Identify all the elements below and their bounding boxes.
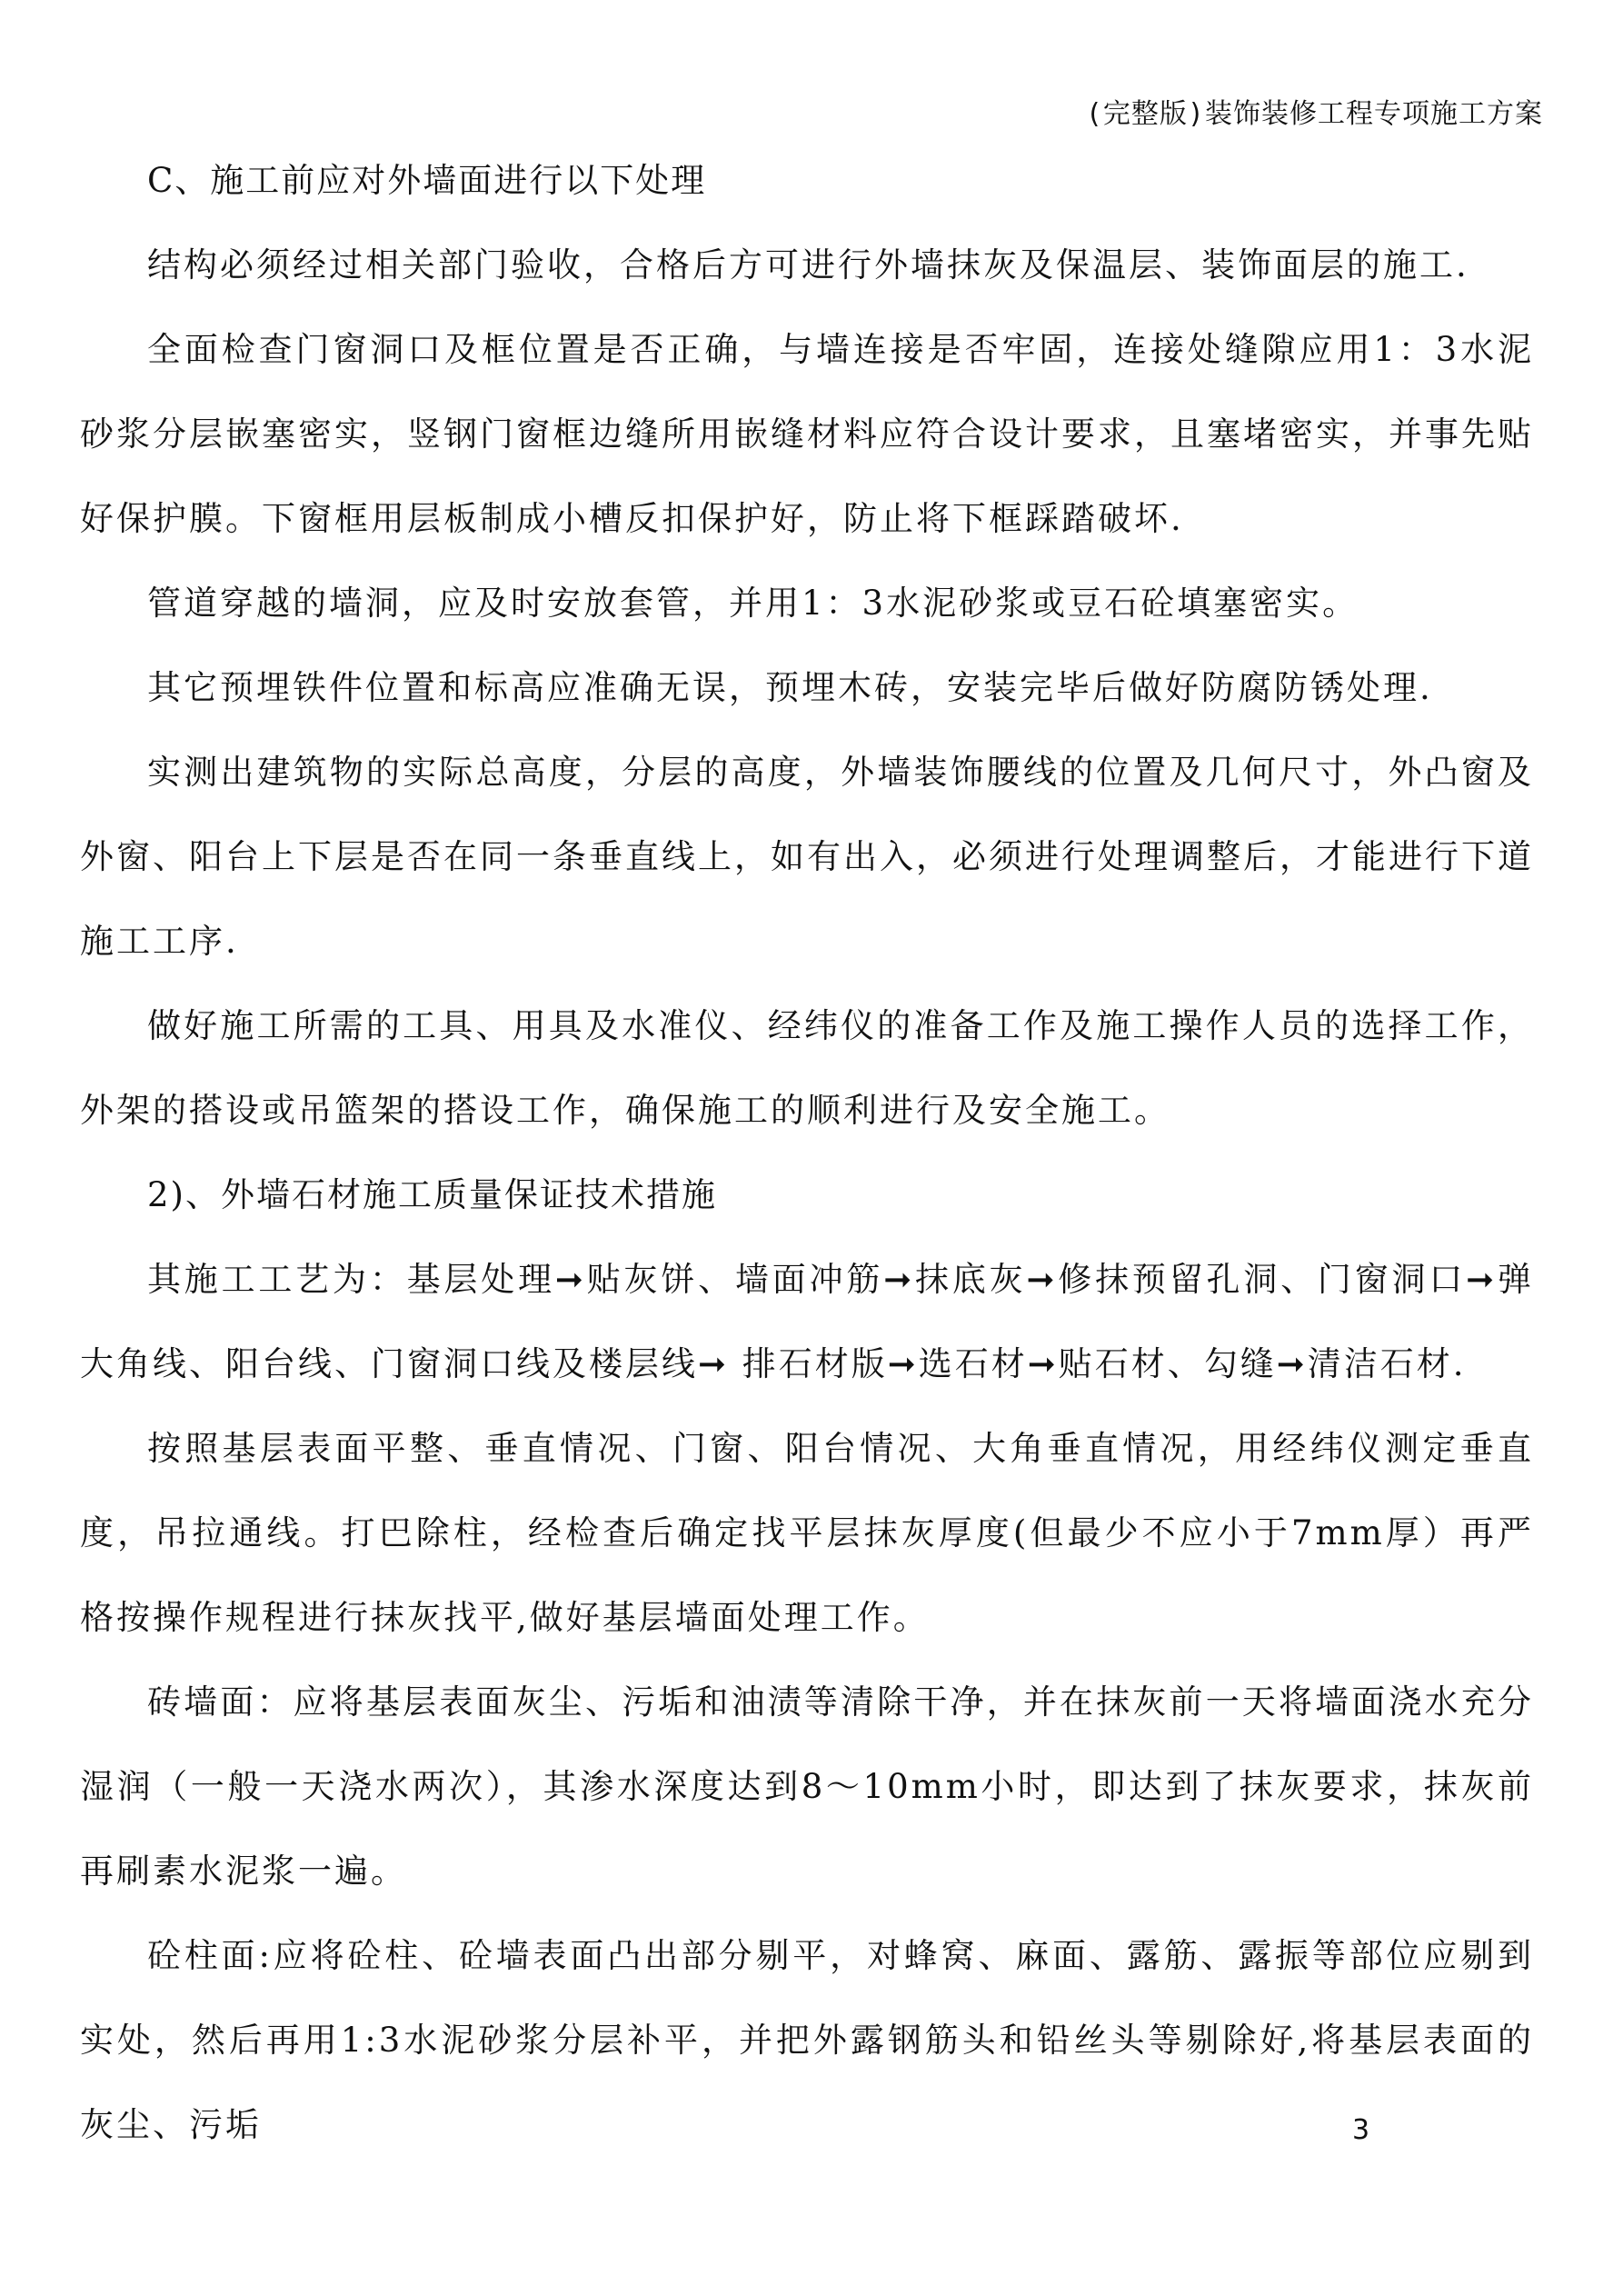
document-header-title: (完整版)装饰装修工程专项施工方案	[1085, 98, 1543, 130]
paragraph-door-window-check: 全面检查门窗洞口及框位置是否正确，与墙连接是否牢固，连接处缝隙应用1：3水泥砂浆分层嵌塞密实，竖钢门窗框边缝所用嵌缝材料应符合设计要求，且塞堵密实，并事先贴好保护膜。下窗框用层板制成小槽反扣保护好，防止将下框踩踏破坏.	[80, 330, 1534, 538]
paragraph-embedded-parts: 其它预埋铁件位置和标高应准确无误，预埋木砖，安装完毕后做好防腐防锈处理.	[147, 668, 1433, 707]
paragraph-concrete-column: 砼柱面:应将砼柱、砼墙表面凸出部分剔平，对蜂窝、麻面、露筋、露振等部位应剔到实处，然后再用1:3水泥砂浆分层补平，并把外露钢筋头和铅丝头等剔除好,将基层表面的灰尘、污垢	[80, 1936, 1534, 2144]
paragraph-measurement: 实测出建筑物的实际总高度，分层的高度，外墙装饰腰线的位置及几何尺寸，外凸窗及外窗、阳台上下层是否在同一条垂直线上，如有出入，必须进行处理调整后，才能进行下道施工工序.	[80, 753, 1534, 961]
document-body	[80, 138, 1534, 2167]
paragraph-structure-acceptance: 结构必须经过相关部门验收，合格后方可进行外墙抹灰及保温层、装饰面层的施工.	[147, 245, 1469, 285]
paragraph-tools-preparation: 做好施工所需的工具、用具及水准仪、经纬仪的准备工作及施工操作人员的选择工作，外架的搭设或吊篮架的搭设工作，确保施工的顺利进行及安全施工。	[80, 1006, 1534, 1130]
paragraph-pipe-sleeve: 管道穿越的墙洞，应及时安放套管，并用1：3水泥砂浆或豆石砼填塞密实。	[147, 584, 1359, 623]
section-heading-2: 2)、外墙石材施工质量保证技术措施	[147, 1175, 717, 1214]
paragraph-brick-wall: 砖墙面：应将基层表面灰尘、污垢和油渍等清除干净，并在抹灰前一天将墙面浇水充分湿润（一般一天浇水两次），其渗水深度达到8～10mm小时，即达到了抹灰要求，抹灰前再刷素水泥浆一遍。	[80, 1682, 1534, 1891]
paragraph-leveling: 按照基层表面平整、垂直情况、门窗、阳台情况、大角垂直情况，用经纬仪测定垂直度，吊拉通线。打巴除柱，经检查后确定找平层抹灰厚度(但最少不应小于7mm厚）再严格按操作规程进行抹灰找平,做好基层墙面处理工作。	[80, 1429, 1534, 1637]
section-heading-c: C、施工前应对外墙面进行以下处理	[147, 161, 707, 200]
page-number: 3	[1352, 2114, 1370, 2146]
paragraph-process-flow: 其施工工艺为：基层处理➞贴灰饼、墙面冲筋➞抹底灰➞修抹预留孔洞、门窗洞口➞弹大角线、阳台线、门窗洞口线及楼层线➞ 排石材版➞选石材➞贴石材、勾缝➞清洁石材.	[80, 1260, 1534, 1383]
